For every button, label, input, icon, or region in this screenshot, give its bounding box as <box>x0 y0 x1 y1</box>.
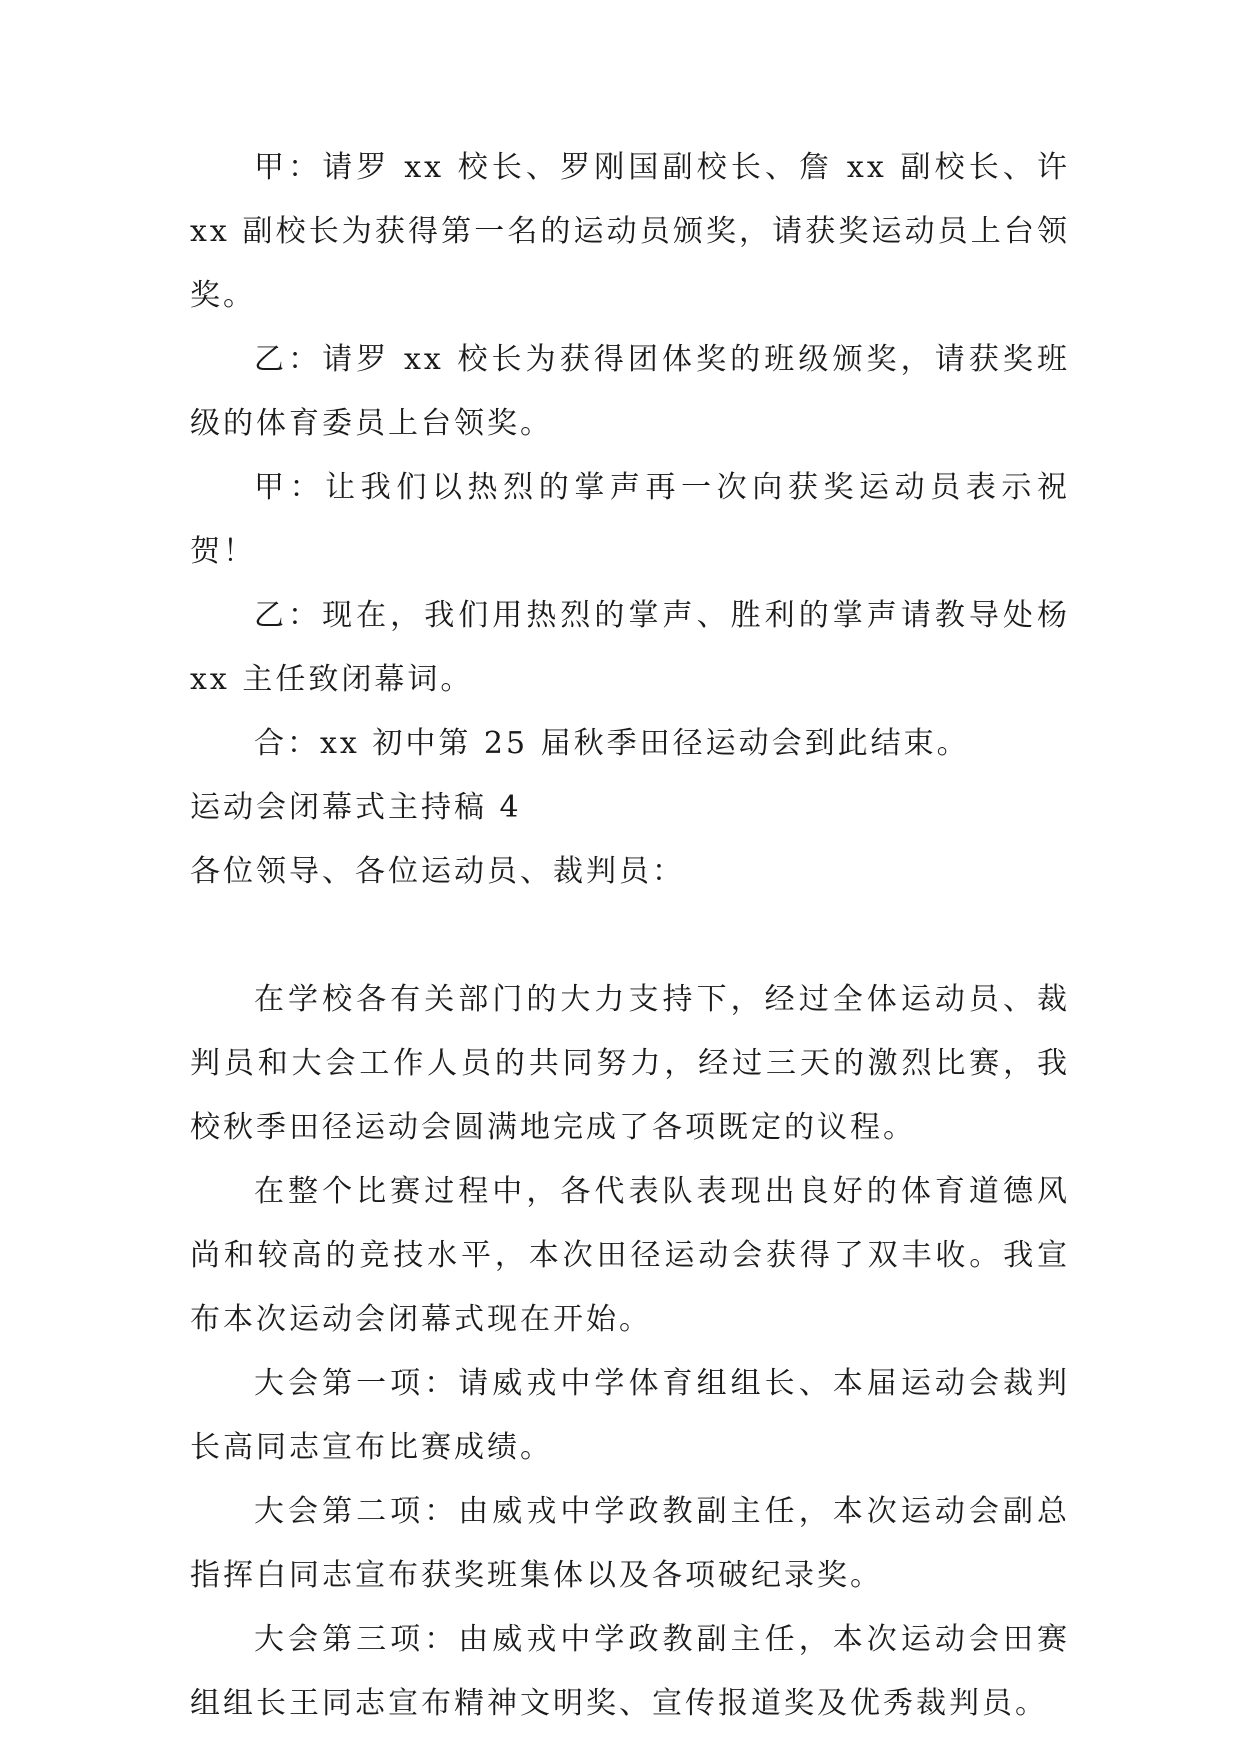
paragraph: 大会第三项：由威戎中学政教副主任，本次运动会田赛组组长王同志宣布精神文明奖、宣传报道奖及优秀裁判员。 <box>190 1622 1070 1721</box>
section-title: 运动会闭幕式主持稿 4 <box>190 790 522 825</box>
blank-line <box>190 904 1070 968</box>
document-body <box>190 136 1070 1736</box>
paragraph: 在整个比赛过程中，各代表队表现出良好的体育道德风尚和较高的竞技水平，本次田径运动会获得了双丰收。我宣布本次运动会闭幕式现在开始。 <box>190 1174 1070 1337</box>
salutation: 各位领导、各位运动员、裁判员： <box>190 854 685 889</box>
paragraph: 甲：让我们以热烈的掌声再一次向获奖运动员表示祝贺！ <box>190 470 1070 569</box>
paragraph: 在学校各有关部门的大力支持下，经过全体运动员、裁判员和大会工作人员的共同努力，经过三天的激烈比赛，我校秋季田径运动会圆满地完成了各项既定的议程。 <box>190 982 1070 1145</box>
paragraph: 大会第二项：由威戎中学政教副主任，本次运动会副总指挥白同志宣布获奖班集体以及各项破纪录奖。 <box>190 1494 1070 1593</box>
paragraph: 大会第一项：请威戎中学体育组组长、本届运动会裁判长高同志宣布比赛成绩。 <box>190 1366 1070 1465</box>
paragraph: 甲：请罗 xx 校长、罗刚国副校长、詹 xx 副校长、许 xx 副校长为获得第一名的运动员颁奖，请获奖运动员上台领奖。 <box>190 150 1070 313</box>
paragraph: 合：xx 初中第 25 届秋季田径运动会到此结束。 <box>254 726 970 761</box>
paragraph: 乙：现在，我们用热烈的掌声、胜利的掌声请教导处杨 xx 主任致闭幕词。 <box>190 598 1070 697</box>
paragraph: 乙：请罗 xx 校长为获得团体奖的班级颁奖，请获奖班级的体育委员上台领奖。 <box>190 342 1070 441</box>
